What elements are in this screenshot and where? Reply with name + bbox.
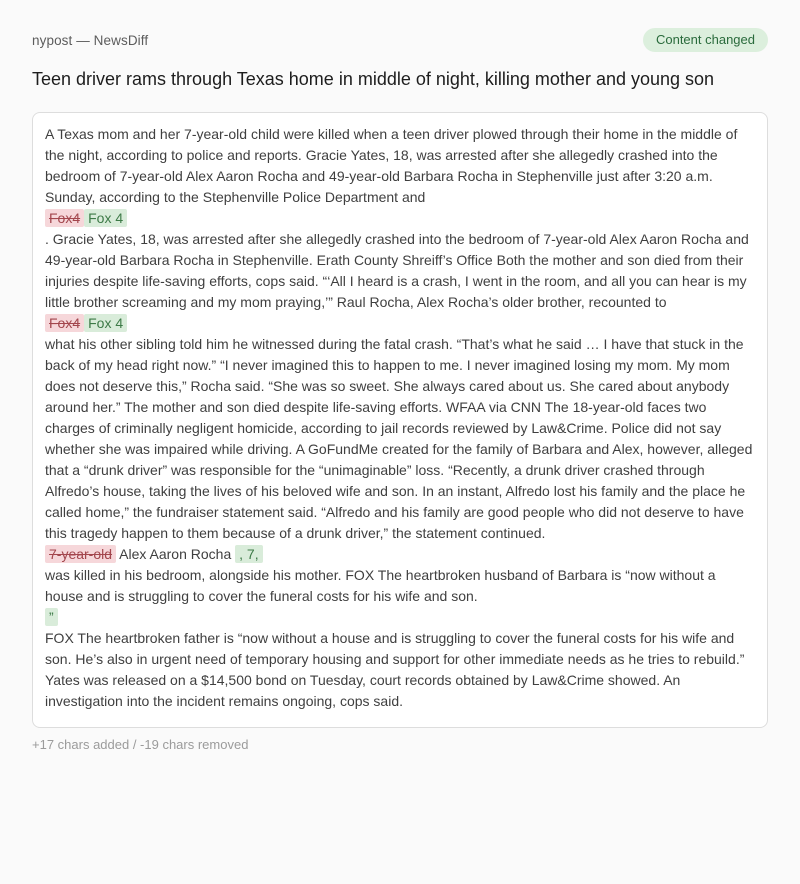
added-text: Fox 4 <box>84 314 127 332</box>
header <box>32 28 768 52</box>
diff-text-segment: FOX The heartbroken father is “now without a house and is struggling to cover the funeral costs for his wife and son. He’s also in urgent need of temporary housing and support for other immediate needs as he tries to rebuild.” Yates was released on a $14,500 bond on Tuesday, court records obtained by Law&Crime showed. An investigation into the incident remains ongoing, cops said. <box>45 630 745 709</box>
unchanged-text: Alex Aaron Rocha <box>119 546 232 562</box>
content-changed-badge: Content changed <box>643 28 768 52</box>
diff-text-segment: was killed in his bedroom, alongside his mother. FOX The heartbroken husband of Barbara is “now without a house and is struggling to cover the funeral costs for his wife and son. <box>45 567 716 604</box>
removed-text: Fox4 <box>45 314 84 332</box>
added-text: Fox 4 <box>84 209 127 227</box>
removed-text: Fox4 <box>45 209 84 227</box>
change-summary: +17 chars added / -19 chars removed <box>32 737 249 752</box>
removed-text: 7-year-old <box>45 545 116 563</box>
diff-change-line <box>45 313 755 334</box>
diff-text-segment: . Gracie Yates, 18, was arrested after she allegedly crashed into the bedroom of 7-year-old Alex Aaron Rocha and 49-year-old Barbara Rocha in Stephenville. Erath County Shreiff’s Office Both the mother and son died from their injuries despite life-saving efforts, cops said. “‘All I heard is a crash, I went in the room, and all you can hear is my little brother screaming and my mom praying,’” Raul Rocha, Alex Rocha’s older brother, recounted to <box>45 231 749 310</box>
diff-change-line <box>45 544 755 565</box>
added-text: ” <box>45 608 58 626</box>
diff-content-panel <box>32 112 768 728</box>
source-label: nypost — NewsDiff <box>32 32 149 48</box>
diff-text-segment: A Texas mom and her 7-year-old child were killed when a teen driver plowed through their home in the middle of the night, according to police and reports. Gracie Yates, 18, was arrested after she allegedly crashed into the bedroom of 7-year-old Alex Aaron Rocha and 49-year-old Barbara Rocha in Stephenville just after 3:20 a.m. Sunday, according to the Stephenville Police Department and <box>45 126 738 205</box>
diff-change-line <box>45 607 755 628</box>
diff-text-segment: what his other sibling told him he witnessed during the fatal crash. “That’s what he said … I have that stuck in the back of my head right now.” “I never imagined this to happen to me. I never imagined losing my mom. My mom does not deserve this,” Rocha said. “She was so sweet. She always cared about us. She cared about anybody around her.” The mother and son died despite life-saving efforts. WFAA via CNN The 18-year-old faces two charges of criminally negligent homicide, according to jail records reviewed by Law&Crime. Police did not say whether she was impaired while driving. A GoFundMe created for the family of Barbara and Alex, however, alleged that a “drunk driver” was responsible for the “unimaginable” loss. “Recently, a drunk driver crashed through Alfredo’s house, taking the lives of his beloved wife and son. In an instant, Alfredo lost his family and the place he called home,” the fundraiser statement said. “Alfredo and his family are good people who did not deserve to have this tragedy happen to them because of a drunk driver,” the statement continued. <box>45 336 753 541</box>
article-title: Teen driver rams through Texas home in middle of night, killing mother and young son <box>32 69 715 89</box>
added-text: , 7, <box>235 545 262 563</box>
diff-change-line <box>45 208 755 229</box>
